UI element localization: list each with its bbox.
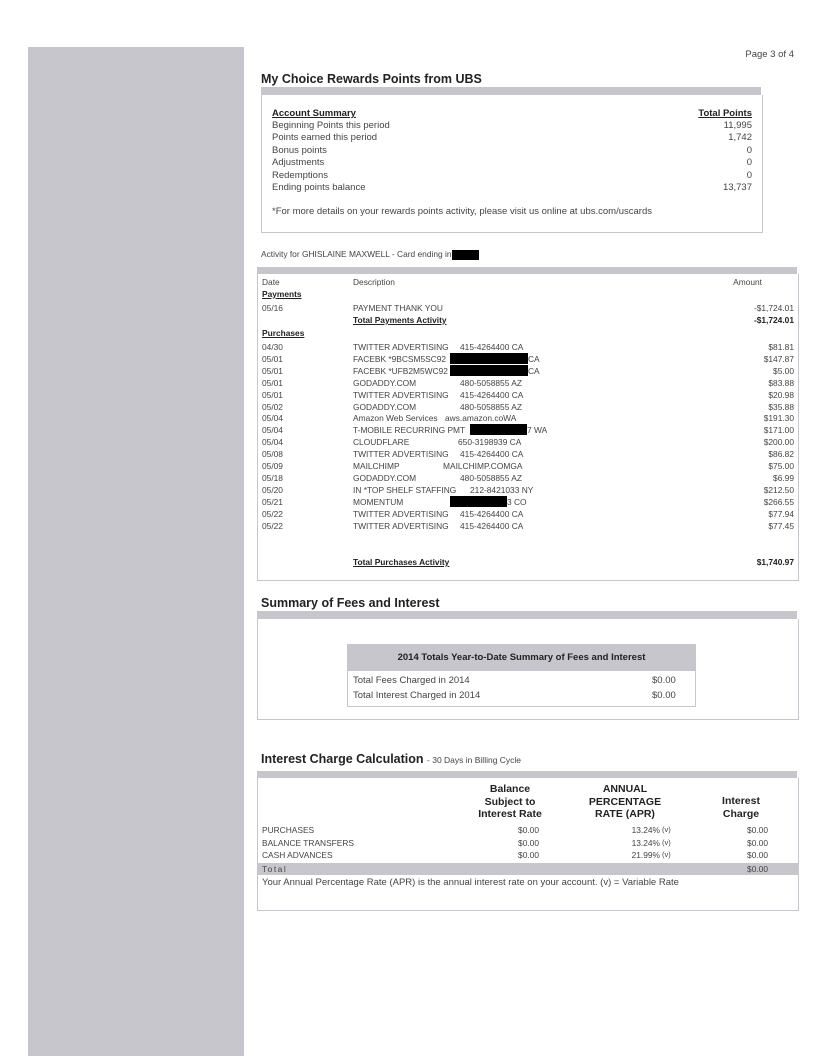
redacted-card-number	[452, 250, 479, 260]
rewards-row-value: 1,742	[728, 132, 752, 144]
transaction-row	[258, 365, 798, 377]
transaction-date: 05/21	[262, 496, 283, 507]
transaction-date: 05/04	[262, 413, 283, 424]
interest-row-apr: 13.24%	[631, 837, 660, 848]
transaction-description: GODADDY.COM	[353, 472, 417, 483]
transaction-row	[258, 508, 798, 520]
transaction-amount: $75.00	[768, 461, 794, 471]
transaction-row	[258, 401, 798, 413]
transaction-description: MAILCHIMP	[353, 461, 400, 471]
transaction-description: TWITTER ADVERTISING	[353, 520, 449, 531]
transaction-date: 05/16	[262, 303, 283, 313]
interest-row	[258, 824, 798, 836]
transaction-amount: $191.30	[763, 413, 794, 424]
transaction-description: TWITTER ADVERTISING	[353, 342, 449, 352]
transaction-date: 05/01	[262, 353, 283, 364]
rewards-row	[272, 170, 752, 182]
transaction-location: 650-3198939 CA	[458, 437, 522, 448]
transaction-row	[258, 377, 798, 389]
transaction-location: aws.amazon.coWA	[445, 413, 517, 424]
transaction-row	[258, 436, 798, 448]
rewards-row	[272, 157, 752, 169]
transaction-amount: $83.88	[768, 377, 794, 388]
col-amount: Amount	[733, 277, 762, 287]
payments-total-row	[258, 314, 798, 326]
interest-row-balance: $0.00	[518, 825, 539, 835]
transaction-date: 05/04	[262, 437, 283, 448]
transaction-amount: $171.00	[763, 425, 794, 436]
rewards-row-label: Redemptions	[272, 169, 328, 181]
col-balance-line1: Balance	[489, 783, 531, 795]
interest-row-apr: 21.99%	[631, 850, 660, 860]
transaction-row	[258, 353, 798, 365]
col-apr-header	[570, 783, 680, 821]
rewards-row	[272, 145, 752, 157]
transaction-amount: $6.99	[773, 472, 794, 483]
rewards-row-label: Bonus points	[272, 144, 327, 156]
interest-box	[257, 778, 799, 911]
rewards-header-bar	[261, 87, 761, 95]
transaction-date: 05/20	[262, 484, 283, 495]
transaction-row	[258, 448, 798, 460]
transaction-row	[258, 496, 798, 508]
transaction-amount: $200.00	[763, 437, 794, 448]
transaction-date: 05/01	[262, 365, 283, 376]
purchases-label: Purchases	[262, 328, 305, 338]
rewards-row	[272, 120, 752, 132]
purchases-label-row	[258, 327, 798, 339]
transaction-date: 05/01	[262, 377, 283, 388]
fees-table	[347, 644, 696, 707]
transaction-description: TWITTER ADVERTISING	[353, 449, 449, 460]
col-description: Description	[353, 277, 395, 287]
transaction-description: CLOUDFLARE	[353, 437, 410, 448]
transaction-location: 415-4264400 CA	[460, 520, 524, 531]
transaction-date: 05/08	[262, 449, 283, 460]
interest-total-charge: $0.00	[747, 864, 768, 874]
left-margin-band	[28, 47, 244, 1056]
rewards-row-label: Adjustments	[272, 157, 325, 169]
purchases-total-amount: $1,740.97	[756, 557, 794, 567]
fees-row-label: Total Interest Charged in 2014	[353, 690, 481, 701]
interest-row-charge: $0.00	[747, 837, 768, 848]
fees-table-title: 2014 Totals Year-to-Date Summary of Fees and Interest	[348, 645, 695, 671]
rewards-row-value: 13,737	[722, 182, 752, 193]
transaction-amount: -$1,724.01	[753, 303, 794, 313]
redacted-text	[470, 424, 527, 435]
transaction-amount: $20.98	[768, 389, 794, 400]
rewards-box	[261, 95, 763, 233]
transaction-location: 212-8421033 NY	[470, 484, 534, 495]
interest-header-bar	[257, 771, 797, 778]
transaction-row	[258, 460, 798, 472]
rewards-row-value: 0	[746, 157, 752, 169]
rewards-row-label: Points earned this period	[272, 132, 378, 144]
rewards-row	[272, 132, 752, 144]
activity-col-headers	[258, 276, 798, 288]
transaction-location: 415-4264400 CA	[460, 389, 524, 400]
transaction-row	[258, 341, 798, 353]
interest-title-text: Interest Charge Calculation	[261, 752, 424, 766]
interest-row-balance: $0.00	[518, 850, 539, 860]
transaction-row	[258, 412, 798, 424]
transaction-amount: $35.88	[768, 401, 794, 412]
interest-row-variable-flag: (v)	[662, 850, 671, 859]
transaction-date: 04/30	[262, 342, 283, 352]
interest-row	[258, 837, 798, 849]
interest-row-label: PURCHASES	[262, 825, 315, 835]
transaction-location-suffix: 3 CO	[507, 496, 527, 507]
activity-header-bar	[257, 267, 797, 274]
interest-row-label: CASH ADVANCES	[262, 850, 333, 860]
transaction-location: 415-4264400 CA	[460, 508, 524, 519]
transaction-amount: $147.87	[763, 353, 794, 364]
interest-total-row	[258, 863, 798, 875]
col-charge-header	[698, 795, 784, 820]
interest-row-charge: $0.00	[747, 825, 768, 835]
transaction-amount: $77.94	[768, 508, 794, 519]
transaction-row	[258, 302, 798, 314]
transaction-description: IN *TOP SHELF STAFFING	[353, 484, 457, 495]
transaction-row	[258, 424, 798, 436]
col-apr-line3: RATE (APR)	[595, 808, 655, 820]
transaction-description: PAYMENT THANK YOU	[353, 303, 443, 313]
transaction-amount: $5.00	[773, 365, 794, 376]
interest-row-charge: $0.00	[747, 850, 768, 860]
transaction-row	[258, 472, 798, 484]
col-balance-line3: Interest Rate	[478, 808, 542, 820]
purchases-total-row	[258, 556, 798, 568]
col-charge-line1: Interest	[722, 795, 760, 807]
page-number: Page 3 of 4	[745, 49, 794, 60]
fees-row	[348, 688, 695, 703]
transaction-amount: $86.82	[768, 449, 794, 460]
transaction-description: GODADDY.COM	[353, 377, 417, 388]
transaction-date: 05/04	[262, 425, 283, 436]
fees-title: Summary of Fees and Interest	[261, 596, 440, 610]
transaction-description: MOMENTUM	[353, 496, 404, 507]
interest-row-balance: $0.00	[518, 837, 539, 848]
rewards-row	[272, 182, 752, 194]
interest-row	[258, 849, 798, 861]
transaction-amount: $266.55	[763, 496, 794, 507]
total-points-header: Total Points	[698, 108, 752, 119]
activity-box	[257, 274, 799, 581]
interest-title	[261, 752, 521, 766]
rewards-rows	[272, 120, 752, 196]
interest-footnote: Your Annual Percentage Rate (APR) is the annual interest rate on your account. (v) = Variable Rate	[262, 877, 679, 888]
fees-row-value: $0.00	[652, 690, 676, 701]
rewards-row-value: 0	[746, 169, 752, 181]
col-balance-line2: Subject to	[484, 795, 536, 808]
transaction-description: GODADDY.COM	[353, 401, 417, 412]
transaction-row	[258, 520, 798, 532]
transaction-location: 480-5058855 AZ	[460, 377, 522, 388]
transaction-location-suffix: CA	[528, 353, 540, 364]
redacted-text	[450, 496, 507, 507]
rewards-row-label: Ending points balance	[272, 182, 366, 193]
transaction-description: TWITTER ADVERTISING	[353, 508, 449, 519]
interest-row-apr: 13.24%	[631, 825, 660, 835]
fees-header-bar	[257, 611, 797, 619]
rewards-note: *For more details on your rewards points activity, please visit us online at ubs.com/uscards	[272, 206, 652, 217]
transaction-date: 05/01	[262, 389, 283, 400]
transaction-location-suffix: CA	[528, 365, 540, 376]
transaction-date: 05/09	[262, 461, 283, 471]
activity-caption-text: Activity for GHISLAINE MAXWELL - Card ending in	[261, 249, 452, 259]
redacted-text	[450, 353, 528, 364]
transaction-date: 05/18	[262, 472, 283, 483]
purchases-total-label: Total Purchases Activity	[353, 557, 450, 567]
payments-total-label: Total Payments Activity	[353, 315, 447, 325]
transaction-amount: $81.81	[768, 342, 794, 352]
interest-total-label: Total	[262, 864, 288, 874]
fees-rows	[348, 671, 695, 706]
transaction-description: Amazon Web Services	[353, 413, 438, 424]
transaction-location: 415-4264400 CA	[460, 449, 524, 460]
rewards-title: My Choice Rewards Points from UBS	[261, 72, 482, 86]
transaction-description: FACEBK *9BCSM5SC92	[353, 353, 447, 364]
transaction-row	[258, 389, 798, 401]
transaction-location: 480-5058855 AZ	[460, 472, 522, 483]
rewards-row-value: 0	[746, 144, 752, 156]
rewards-row-label: Beginning Points this period	[272, 120, 390, 131]
transaction-date: 05/02	[262, 401, 283, 412]
col-balance-header	[458, 783, 562, 821]
payments-total-amount: -$1,724.01	[753, 315, 794, 325]
payments-label: Payments	[262, 289, 302, 299]
activity-caption	[261, 248, 479, 260]
transaction-description: TWITTER ADVERTISING	[353, 389, 449, 400]
interest-subtitle: - 30 Days in Billing Cycle	[427, 755, 522, 765]
col-apr-line1: ANNUAL	[602, 783, 648, 795]
fees-row-value: $0.00	[652, 675, 676, 686]
fees-row	[348, 673, 695, 688]
transaction-description: FACEBK *UFB2M5WC92	[353, 365, 448, 376]
transaction-row	[258, 484, 798, 496]
transaction-date: 05/22	[262, 520, 283, 531]
redacted-text	[450, 365, 528, 376]
transaction-amount: $77.45	[768, 520, 794, 531]
fees-box	[257, 619, 799, 720]
transaction-location: 480-5058855 AZ	[460, 401, 522, 412]
col-apr-line2: PERCENTAGE	[588, 795, 662, 808]
col-date: Date	[262, 277, 280, 287]
payments-label-row	[258, 288, 798, 300]
fees-row-label: Total Fees Charged in 2014	[353, 675, 470, 686]
interest-row-label: BALANCE TRANSFERS	[262, 837, 354, 848]
interest-row-variable-flag: (v)	[662, 825, 671, 834]
transaction-amount: $212.50	[763, 484, 794, 495]
rewards-row-value: 11,995	[723, 120, 752, 131]
transaction-date: 05/22	[262, 508, 283, 519]
account-summary-header: Account Summary	[272, 108, 356, 119]
transaction-location: MAILCHIMP.COMGA	[443, 461, 523, 471]
interest-row-variable-flag: (v)	[662, 837, 671, 847]
transaction-location: 415-4264400 CA	[460, 342, 524, 352]
transaction-description: T-MOBILE RECURRING PMT	[353, 425, 466, 436]
col-charge-line2: Charge	[722, 807, 760, 820]
transaction-location-suffix: 7 WA	[527, 425, 548, 436]
